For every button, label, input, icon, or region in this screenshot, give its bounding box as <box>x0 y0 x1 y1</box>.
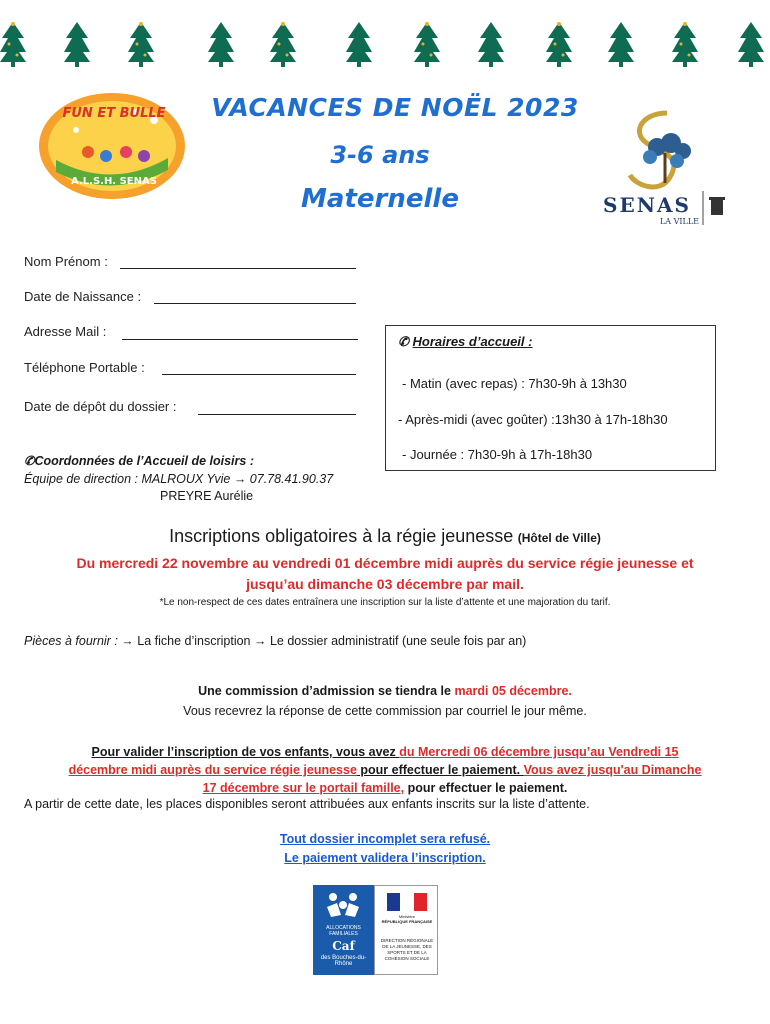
age-range: 3-6 ans <box>330 141 430 169</box>
christmas-tree-icon <box>64 22 90 68</box>
senas-subtitle: LA VILLE <box>659 217 699 226</box>
rf-line2: RÉPUBLIQUE FRANÇAISE <box>381 919 433 924</box>
deposit-label: Date de dépôt du dossier : <box>24 399 177 414</box>
payment-p3: décembre midi auprès du service régie jeunesse <box>68 763 357 777</box>
phone-field[interactable] <box>162 374 356 375</box>
contact-title-row <box>24 453 254 468</box>
commission-line2: Vous recevrez la réponse de cette commission par courriel le jour même. <box>183 704 587 718</box>
hours-title: Horaires d’accueil : <box>412 334 533 349</box>
email-field[interactable] <box>122 339 358 340</box>
christmas-tree-icon <box>478 22 504 68</box>
payment-p6: 17 décembre sur le portail famille, <box>202 781 405 795</box>
phone-label: Téléphone Portable : <box>24 360 145 375</box>
name-field[interactable] <box>120 268 356 269</box>
caf-sub: des Bouches-du-Rhône <box>320 955 367 967</box>
christmas-tree-icon <box>270 22 296 68</box>
commission-date: mardi 05 décembre. <box>454 684 572 698</box>
republique-logo <box>374 885 438 975</box>
christmas-tree-icon <box>738 22 764 68</box>
phone-icon: ✆ <box>24 454 35 468</box>
inscriptions-heading-row <box>0 526 770 547</box>
christmas-tree-icon <box>608 22 634 68</box>
alsh-logo-title: FUN ET BULLE <box>62 106 166 121</box>
pieces-label: Pièces à fournir : <box>24 634 118 648</box>
birth-label: Date de Naissance : <box>24 289 142 304</box>
inscriptions-note: *Le non-respect de ces dates entraînera une inscription sur la liste d’attente et une majoration du tarif. <box>159 597 611 608</box>
payment-block <box>24 743 746 797</box>
inscriptions-dates-line2: jusqu’au dimanche 03 décembre par mail. <box>246 576 524 592</box>
caf-logo <box>313 885 374 975</box>
christmas-tree-icon <box>546 22 572 68</box>
payment-note: Le paiement validera l’inscription. <box>284 851 486 865</box>
hours-morning: - Matin (avec repas) : 7h30-9h à 13h30 <box>402 376 627 391</box>
commission-text: Une commission d’admission se tiendra le <box>198 684 455 698</box>
payment-p7: pour effectuer le paiement. <box>404 781 568 795</box>
contact-title: Coordonnées de l’Accueil de loisirs : <box>34 454 254 468</box>
payment-p4: pour effectuer le paiement. <box>356 763 524 777</box>
christmas-tree-icon <box>672 22 698 68</box>
birth-field[interactable] <box>154 303 356 304</box>
alsh-logo <box>36 90 188 202</box>
christmas-tree-icon <box>0 22 26 68</box>
hours-box <box>385 325 716 471</box>
christmas-tree-icon <box>346 22 372 68</box>
christmas-tree-icon <box>414 22 440 68</box>
pieces-row <box>24 634 526 648</box>
inscriptions-dates-line1: Du mercredi 22 novembre au vendredi 01 décembre midi auprès du service régie jeunesse et <box>76 555 694 571</box>
rf-direction: DIRECTION RÉGIONALE DE LA JEUNESSE, DES SPORTS ET DE LA COHÉSION SOCIALE <box>380 938 434 961</box>
deposit-field[interactable] <box>198 414 356 415</box>
inscriptions-heading: Inscriptions obligatoires à la régie jeunesse <box>169 526 514 546</box>
senas-logo <box>595 105 735 230</box>
alsh-logo-subtitle: A.L.S.H. SENAS <box>71 176 157 187</box>
payment-p2: du Mercredi 06 décembre jusqu’au Vendredi 15 <box>399 745 679 759</box>
page-title: VACANCES DE NOËL 2023 <box>211 93 579 122</box>
hours-afternoon: - Après-midi (avec goûter) :13h30 à 17h-18h30 <box>398 412 668 427</box>
rf-line1: Ministère <box>398 914 416 919</box>
hours-title-row <box>398 334 532 350</box>
name-label: Nom Prénom : <box>24 254 108 269</box>
hours-day: - Journée : 7h30-9h à 17h-18h30 <box>402 447 593 462</box>
caf-name: Caf <box>332 939 355 953</box>
contact-direction: Équipe de direction : MALROUX Yvie → 07.78.41.90.37 <box>24 472 334 486</box>
pieces-text: → La fiche d’inscription → Le dossier administratif (une seule fois par an) <box>117 634 527 648</box>
french-flag <box>387 893 427 911</box>
payment-after: A partir de cette date, les places disponibles seront attribuées aux enfants inscrits sur la liste d’attente. <box>24 797 590 811</box>
phone-icon: ✆ <box>398 334 409 349</box>
inscriptions-heading-small: (Hôtel de Ville) <box>517 531 601 545</box>
caf-family-icon <box>313 885 374 925</box>
commission-line1 <box>0 684 770 698</box>
christmas-tree-icon <box>128 22 154 68</box>
incomplete-note: Tout dossier incomplet sera refusé. <box>279 832 491 846</box>
caf-top: ALLOCATIONS FAMILIALES <box>326 925 361 937</box>
level-label: Maternelle <box>301 184 459 214</box>
senas-name: SENAS <box>603 193 691 217</box>
payment-p1: Pour valider l’inscription de vos enfants, vous avez <box>91 745 400 759</box>
email-label: Adresse Mail : <box>24 324 107 339</box>
payment-p5: Vous avez jusqu'au Dimanche <box>523 763 702 777</box>
contact-second: PREYRE Aurélie <box>160 489 254 503</box>
christmas-tree-icon <box>208 22 234 68</box>
